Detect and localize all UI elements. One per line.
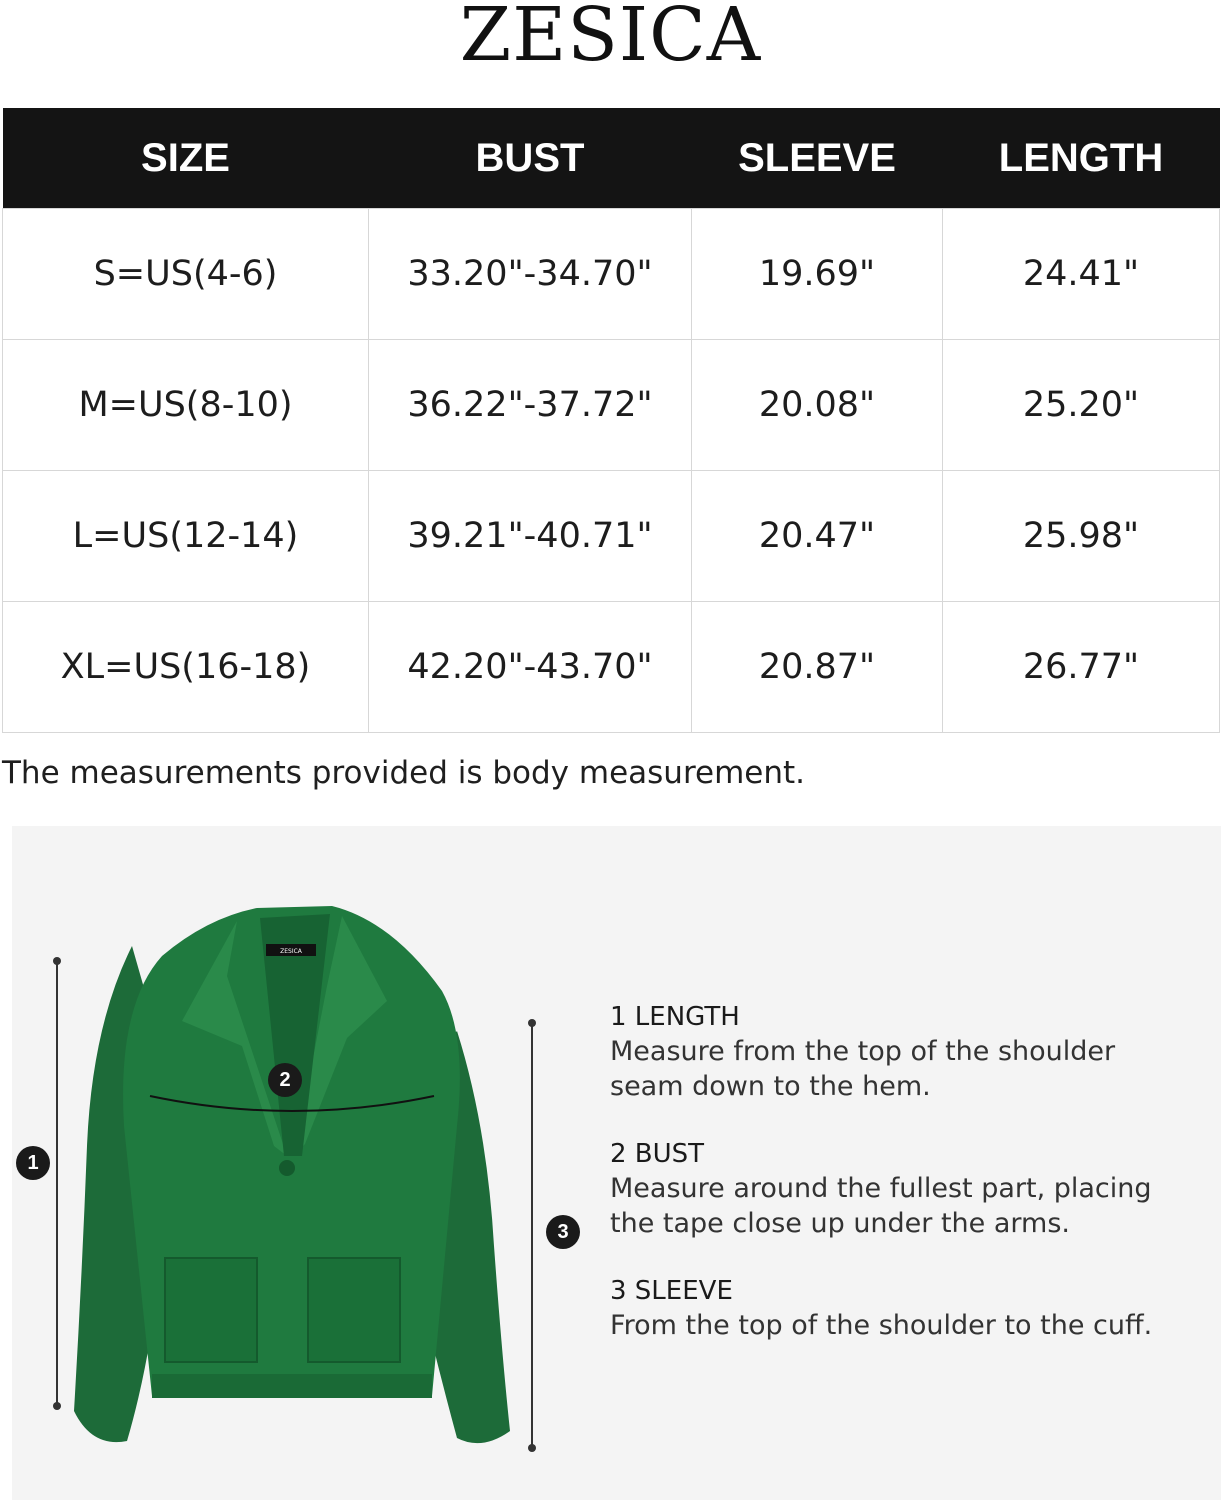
cell-bust: 42.20"-43.70" xyxy=(369,602,692,733)
badge-1: 1 xyxy=(16,1146,50,1180)
guide-bust xyxy=(610,1137,1190,1241)
cell-length: 24.41" xyxy=(943,209,1220,340)
measurement-guide-panel xyxy=(12,826,1221,1500)
cell-size: L=US(12-14) xyxy=(3,471,369,602)
header-size: SIZE xyxy=(3,108,369,209)
guide-sleeve-heading: 3 SLEEVE xyxy=(610,1276,733,1306)
guide-length-heading: 1 LENGTH xyxy=(610,1002,740,1032)
table-row xyxy=(3,209,1220,340)
table-row xyxy=(3,471,1220,602)
cardigan-shape xyxy=(74,906,510,1443)
header-bust: BUST xyxy=(369,108,692,209)
guide-length-text-1: Measure from the top of the shoulder xyxy=(610,1036,1116,1067)
guide-bust-heading: 2 BUST xyxy=(610,1139,705,1169)
guide-length-text-2: seam down to the hem. xyxy=(610,1071,931,1102)
cell-size: XL=US(16-18) xyxy=(3,602,369,733)
cell-sleeve: 20.08" xyxy=(692,340,943,471)
badge-3: 3 xyxy=(546,1215,580,1249)
cell-bust: 33.20"-34.70" xyxy=(369,209,692,340)
table-row xyxy=(3,602,1220,733)
cell-size: M=US(8-10) xyxy=(3,340,369,471)
neck-label-text: ZESICA xyxy=(280,948,302,955)
table-header-row xyxy=(3,108,1220,209)
header-sleeve: SLEEVE xyxy=(692,108,943,209)
cell-length: 25.98" xyxy=(943,471,1220,602)
guide-length xyxy=(610,1000,1190,1104)
cell-length: 25.20" xyxy=(943,340,1220,471)
guide-bust-text-1: Measure around the fullest part, placing xyxy=(610,1173,1152,1204)
guide-bust-text-2: the tape close up under the arms. xyxy=(610,1208,1070,1239)
cell-sleeve: 20.87" xyxy=(692,602,943,733)
header-length: LENGTH xyxy=(943,108,1220,209)
cell-sleeve: 20.47" xyxy=(692,471,943,602)
cell-sleeve: 19.69" xyxy=(692,209,943,340)
brand-logo: ZESICA xyxy=(459,0,762,78)
cell-size: S=US(4-6) xyxy=(3,209,369,340)
cell-length: 26.77" xyxy=(943,602,1220,733)
size-chart-table xyxy=(2,108,1220,733)
guide-sleeve xyxy=(610,1274,1190,1343)
badge-2: 2 xyxy=(268,1063,302,1097)
table-row xyxy=(3,340,1220,471)
cell-bust: 39.21"-40.71" xyxy=(369,471,692,602)
cell-bust: 36.22"-37.72" xyxy=(369,340,692,471)
measurement-note: The measurements provided is body measurement. xyxy=(2,755,806,791)
guide-sleeve-text-1: From the top of the shoulder to the cuff. xyxy=(610,1310,1153,1341)
